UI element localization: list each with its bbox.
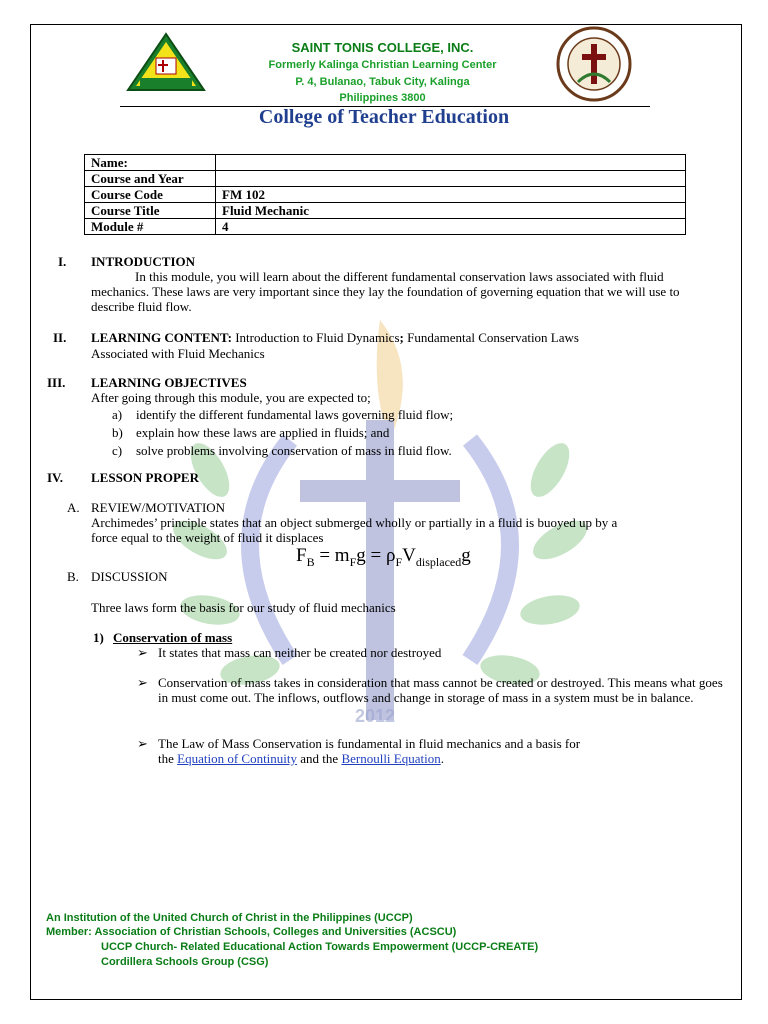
objective-item: explain how these laws are applied in fluids; and bbox=[136, 425, 390, 440]
watermark-year: 2012 bbox=[355, 706, 396, 726]
discussion-title: DISCUSSION bbox=[91, 569, 168, 584]
bernoulli-equation-link[interactable]: Bernoulli Equation bbox=[341, 751, 441, 766]
law-title: Conservation of mass bbox=[113, 630, 233, 645]
footer-line: An Institution of the United Church of Christ in the Philippines (UCCP) bbox=[46, 912, 413, 924]
school-address: P. 4, Bulanao, Tabuk City, Kalinga bbox=[295, 76, 470, 88]
section-number: IV. bbox=[47, 470, 64, 485]
bullet-text: The Law of Mass Conservation is fundamental in fluid mechanics and a basis for bbox=[158, 736, 581, 751]
section-number: II. bbox=[53, 330, 67, 345]
bullet-text: Conservation of mass takes in consideration that mass cannot be created or destroyed. This means what goes in must come out. The inflows, outflows and change in storage of mass in a system must be in balance. bbox=[158, 675, 723, 705]
course-year-value bbox=[216, 171, 686, 187]
row-label: Module # bbox=[85, 219, 216, 235]
learning-content-part1: Introduction to Fluid Dynamics bbox=[231, 330, 400, 345]
uccp-seal-icon bbox=[556, 26, 632, 102]
objective-marker: b) bbox=[112, 425, 123, 440]
module-number-value: 4 bbox=[216, 219, 686, 235]
section-title-objectives: LEARNING OBJECTIVES bbox=[91, 375, 247, 390]
table-row bbox=[85, 171, 686, 187]
section-title-introduction: INTRODUCTION bbox=[91, 254, 196, 269]
equation-of-continuity-link[interactable]: Equation of Continuity bbox=[177, 751, 298, 766]
bullet-text: It states that mass can neither be created nor destroyed bbox=[158, 645, 442, 660]
college-title: College of Teacher Education bbox=[258, 106, 510, 128]
school-formerly: Formerly Kalinga Christian Learning Center bbox=[268, 59, 497, 71]
section-title-learning-content: LEARNING CONTENT: bbox=[91, 330, 232, 345]
name-value bbox=[216, 155, 686, 171]
learning-content-line2: Associated with Fluid Mechanics bbox=[91, 346, 265, 361]
review-line2: force equal to the weight of fluid it displaces bbox=[91, 530, 324, 545]
section-title-lesson-proper: LESSON PROPER bbox=[91, 470, 199, 485]
review-title: REVIEW/MOTIVATION bbox=[91, 500, 226, 515]
objective-item: solve problems involving conservation of mass in fluid flow. bbox=[136, 443, 452, 458]
table-row bbox=[85, 219, 686, 235]
table-row bbox=[85, 203, 686, 219]
learning-content-semicolon: ; bbox=[399, 330, 404, 345]
objective-item: identify the different fundamental laws governing fluid flow; bbox=[136, 407, 454, 422]
discussion-intro: Three laws form the basis for our study of fluid mechanics bbox=[91, 600, 396, 615]
footer-line: UCCP Church- Related Educational Action Towards Empowerment (UCCP-CREATE) bbox=[101, 941, 539, 953]
subsection-marker: A. bbox=[67, 500, 80, 515]
footer-line: Member: Association of Christian Schools, Colleges and Universities (ACSCU) bbox=[46, 926, 457, 938]
law-number: 1) bbox=[93, 630, 104, 645]
introduction-text: In this module, you will learn about the different fundamental conservation laws associated with fluid mechanics. These laws are very important since they lay the foundation of governing equation that we will use to describe fluid flow. bbox=[91, 269, 680, 314]
table-row bbox=[85, 155, 686, 171]
objectives-lead: After going through this module, you are expected to; bbox=[91, 390, 371, 405]
section-number: III. bbox=[47, 375, 66, 390]
row-label: Course Title bbox=[85, 203, 216, 219]
section-number: I. bbox=[58, 254, 67, 269]
buoyancy-formula: $F_B = m_Fg = \rho_FV_{displaced}g$ bbox=[296, 545, 471, 569]
review-line1: Archimedes’ principle states that an object submerged wholly or partially in a fluid is buoyed up by a bbox=[91, 515, 618, 530]
arrow-bullet-icon: ➢ bbox=[137, 675, 148, 690]
row-label: Course Code bbox=[85, 187, 216, 203]
bullet-text-line2: the Equation of Continuity and the Bernoulli Equation. bbox=[158, 751, 444, 766]
school-logo-icon bbox=[126, 32, 206, 94]
footer-line: Cordillera Schools Group (CSG) bbox=[101, 956, 269, 968]
learning-content-text bbox=[91, 330, 721, 345]
subsection-marker: B. bbox=[67, 569, 79, 584]
course-title-value: Fluid Mechanic bbox=[216, 203, 686, 219]
objective-marker: a) bbox=[112, 407, 123, 422]
table-row bbox=[85, 187, 686, 203]
school-country: Philippines 3800 bbox=[339, 92, 426, 104]
learning-content-part2: Fundamental Conservation Laws bbox=[403, 330, 579, 345]
school-name: SAINT TONIS COLLEGE, INC. bbox=[291, 40, 474, 55]
row-label: Name: bbox=[85, 155, 216, 171]
arrow-bullet-icon: ➢ bbox=[137, 736, 148, 751]
arrow-bullet-icon: ➢ bbox=[137, 645, 148, 660]
row-label: Course and Year bbox=[85, 171, 216, 187]
objective-marker: c) bbox=[112, 443, 123, 458]
module-info-table bbox=[84, 154, 686, 235]
course-code-value: FM 102 bbox=[216, 187, 686, 203]
